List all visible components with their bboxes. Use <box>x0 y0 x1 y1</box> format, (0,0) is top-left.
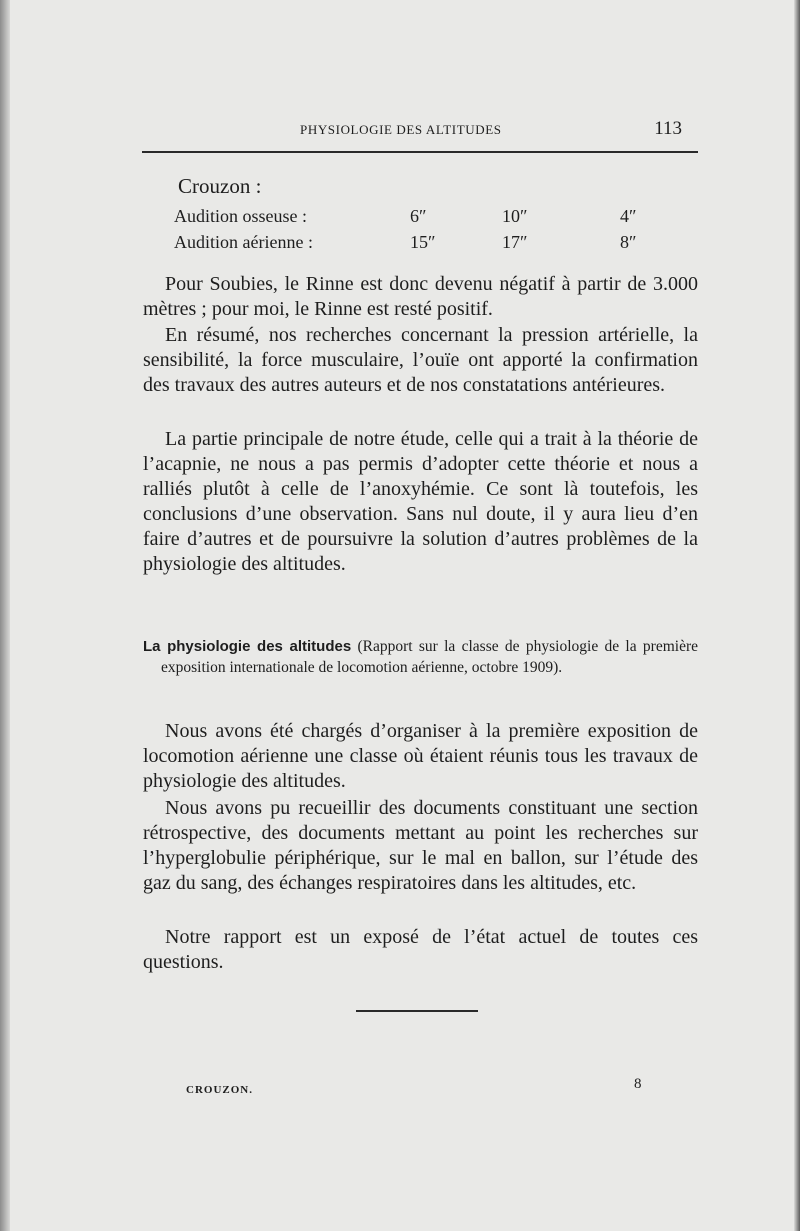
paragraph-conclusion: La partie principale de notre étude, celle qui a trait à la théorie de l’acapnie, ne nous a pas permis d’adopter cette théorie et nous a ralliés plutôt à celle de l’anoxyhémie. Ce sont là toutefois, les conclusions d’une observation. Sans nul doute, il y aura lieu d’en faire d’autres et de poursuivre la solution d’autres problèmes de la physiologie des altitudes. <box>143 428 698 575</box>
paragraph-rinne: Pour Soubies, le Rinne est donc devenu négatif à partir de 3.000 mètres ; pour moi, le Rinne est resté positif. <box>143 273 698 320</box>
paragraph-rapport: Notre rapport est un exposé de l’état actuel de toutes ces questions. <box>143 926 698 973</box>
signature-mark: 8 <box>634 1076 642 1092</box>
page-number: 113 <box>654 118 682 139</box>
subject-name: Crouzon : <box>178 174 262 198</box>
table-cell: 8″ <box>620 232 637 252</box>
end-rule <box>356 1010 478 1012</box>
row-label: Audition aérienne : <box>174 232 313 252</box>
footer-author: CROUZON. <box>186 1084 253 1096</box>
table-cell: 17″ <box>502 232 528 252</box>
table-cell: 10″ <box>502 206 528 226</box>
reference-entry <box>143 636 698 678</box>
table-row <box>174 232 654 258</box>
header-rule <box>142 151 698 153</box>
table-cell: 15″ <box>410 232 436 252</box>
paragraph-resume: En résumé, nos recherches concernant la pression artérielle, la sensibilité, la force musculaire, l’ouïe ont apporté la confirmation des travaux des autres auteurs et de nos constatations antérieures. <box>143 324 698 396</box>
table-row <box>174 206 654 232</box>
row-label: Audition osseuse : <box>174 206 307 226</box>
reference-title: La physiologie des altitudes <box>143 638 352 655</box>
running-title: PHYSIOLOGIE DES ALTITUDES <box>300 122 502 137</box>
reference-text: (Rapport sur la classe de physiologie de la première exposition internationale de locomotion aérienne, octobre 1909). <box>161 638 699 676</box>
paragraph-exposition: Nous avons été chargés d’organiser à la première exposition de locomotion aérienne une classe où étaient réunis tous les travaux de physiologie des altitudes. <box>143 720 698 792</box>
table-cell: 6″ <box>410 206 427 226</box>
paragraph-documents: Nous avons pu recueillir des documents constituant une section rétrospective, des documents mettant au point les recherches sur l’hyperglobulie périphérique, sur le mal en ballon, sur l’étude des gaz du sang, des échanges respiratoires dans les altitudes, etc. <box>143 797 698 894</box>
table-cell: 4″ <box>620 206 637 226</box>
running-head <box>142 118 682 148</box>
